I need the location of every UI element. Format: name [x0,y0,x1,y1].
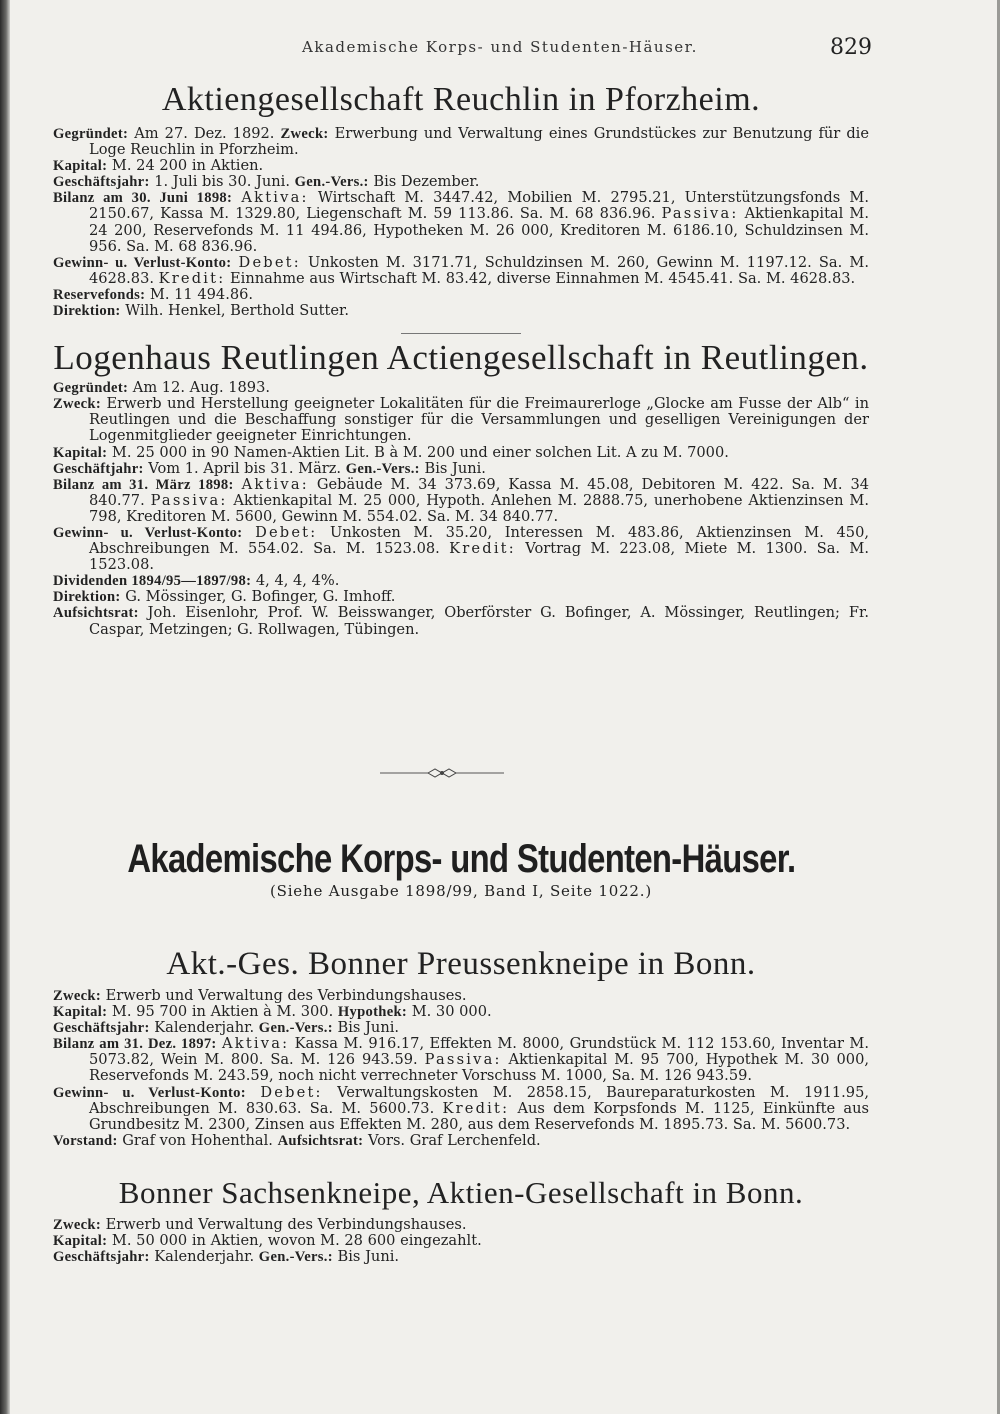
field-label: Bilanz am 31. Dez. 1897: [53,1036,217,1053]
account-label: Kredit: [442,1099,510,1117]
account-label: Aktiva: [241,189,309,207]
field-label: Gewinn- u. Verlust-Konto: [53,524,243,541]
entry-paragraph [53,525,869,573]
field-value: Aktienkapital M. 25 000, Hypoth. Anlehen M. 2888.75, unerhobene Aktienzinsen M. 798, Kreditoren M. 5600, Gewinn M. 554.02. Sa. M. 34 840.77. [89,491,869,525]
field-label: Geschäftsjahr: [53,1020,150,1037]
field-label: Reservefonds: [53,286,146,303]
section-heading [53,836,869,900]
field-value: 4, 4, 4, 4%. [251,572,340,590]
field-value: Kalenderjahr. [149,1019,259,1037]
entry-paragraph [53,573,869,589]
field-value: M. 25 000 in 90 Namen-Aktien Lit. B à M. 200 und einer solchen Lit. A zu M. 7000. [107,443,729,461]
field-value: Vors. Graf Lerchenfeld. [363,1131,541,1149]
field-label: Bilanz am 30. Juni 1898: [53,190,233,207]
entry-paragraph [53,126,869,158]
field-label: Geschäftsjahr: [53,174,150,191]
account-label: Passiva: [150,491,228,509]
field-value: M. 30 000. [407,1003,492,1021]
field-value [246,1084,260,1101]
entry-paragraph [53,988,869,1004]
field-label: Direktion: [53,303,121,320]
field-value: Kalenderjahr. [149,1248,259,1266]
field-value: Wilh. Henkel, Berthold Sutter. [120,302,349,320]
field-label: Zweck: [53,1216,102,1233]
section-reference: (Siehe Ausgabe 1898/99, Band I, Seite 1022.) [269,882,653,900]
field-value: M. 95 700 in Aktien à M. 300. [107,1003,338,1021]
field-value [234,476,242,493]
field-label: Kapital: [53,444,108,461]
field-value: Bis Juni. [332,1248,400,1266]
entry-paragraph [53,461,869,477]
field-value: Am 27. Dez. 1892. [128,125,281,142]
account-label: Aktiva: [222,1035,290,1053]
account-label: Passiva: [424,1051,502,1069]
field-value: Joh. Eisenlohr, Prof. W. Beisswanger, Oberförster G. Bofinger, A. Mössinger, Reutlingen; Fr. Caspar, Metzingen; G. Rollwagen, Tübingen. [89,604,869,638]
field-value: M. 24 200 in Aktien. [107,157,264,175]
field-label: Gewinn- u. Verlust-Konto: [53,254,232,271]
field-label: Gegründet: [53,126,129,142]
account-label: Kredit: [449,540,516,558]
entry-paragraph [53,1133,869,1149]
field-value: Gebäude M. 34 373.69, Kassa M. 45.08, Debitoren M. 422. Sa. M. 34 840.77. [89,475,870,509]
entry-paragraph [53,1004,869,1020]
field-label: Kapital: [53,158,108,175]
field-label: Gen.-Vers.: [258,1249,333,1266]
field-label: Gen.-Vers.: [345,460,420,477]
field-value [242,524,255,541]
upper-entries [53,80,869,638]
field-value: Bis Juni. [332,1019,400,1037]
entry-title: Aktiengesellschaft Reuchlin in Pforzheim. [161,81,761,118]
entry-paragraph [53,174,869,190]
field-value: Aktienkapital M. 95 700, Hypothek M. 30 000, Reservefonds M. 243.59, noch nicht verrechneter Vorschuss M. 1000, Sa. M. 126 943.59. [89,1051,870,1085]
field-value: Erwerbung und Verwaltung eines Grundstückes zur Benutzung für die Loge Reuchlin in Pforzheim. [89,125,869,159]
field-value [231,254,238,271]
field-value: M. 11 494.86. [145,285,254,303]
field-label: Zweck: [280,126,329,142]
entry-paragraph [53,303,869,319]
account-label: Debet: [260,1083,323,1101]
field-label: Gegründet: [53,380,129,397]
running-title: Akademische Korps- und Studenten-Häuser. [302,38,698,56]
field-value: Unkosten M. 3171.71, Schuldzinsen M. 260, Gewinn M. 1197.12. Sa. M. 4628.83. [89,253,870,287]
field-label: Aufsichtsrat: [53,605,139,622]
field-label: Gen.-Vers.: [294,174,369,191]
field-label: Hypothek: [337,1004,408,1021]
entry-paragraph [53,445,869,461]
field-label: Zweck: [53,988,102,1004]
field-value: M. 50 000 in Aktien, wovon M. 28 600 eingezahlt. [107,1232,482,1250]
account-label: Aktiva: [241,475,309,493]
field-value: Unkosten M. 35.20, Interessen M. 483.86, Aktienzinsen M. 450, Abschreibungen M. 554.02. Sa. M. 1523.08. [89,523,869,558]
section-title: Akademische Korps- und Studenten-Häuser. [126,837,796,881]
entry-body [53,1217,869,1265]
entry-paragraph [53,287,869,303]
lower-entries [53,944,869,1265]
field-value: Bis Dezember. [368,173,480,191]
ornament-divider [380,766,504,780]
field-value: Erwerb und Herstellung geeigneter Lokalitäten für die Freimaurerloge „Glocke am Fusse der Alb“ in Reutlingen und die Beschaffung sonstiger für die Versammlungen und geselligen Vereinigungen der Logenmitglieder geeigneter Einrichtungen. [89,395,869,445]
field-value: Graf von Hohenthal. [117,1131,278,1149]
field-label: Kapital: [53,1233,108,1250]
field-value: Am 12. Aug. 1893. [128,379,270,397]
divider [401,333,521,334]
field-value: 1. Juli bis 30. Juni. [149,173,295,191]
entry-paragraph [53,477,869,525]
entry-title: Akt.-Ges. Bonner Preussenkneipe in Bonn. [166,946,756,982]
entry-body [53,380,869,638]
account-label: Debet: [238,253,301,271]
binding-edge [0,0,10,1414]
entry-paragraph [53,1085,869,1133]
account-label: Passiva: [661,205,739,223]
field-label: Kapital: [53,1004,108,1021]
account-label: Debet: [255,523,318,541]
field-value: Verwaltungskosten M. 2858.15, Baureparaturkosten M. 1911.95, Abschreibungen M. 830.63. Sa. M. 5600.73. [89,1083,869,1117]
field-value: Wirtschaft M. 3447.42, Mobilien M. 2795.21, Unterstützungsfonds M. 2150.67, Kassa M. 1329.80, Liegenschaft M. 59 113.86. Sa. M. 68 836.96. [89,189,870,223]
field-value: Aus dem Korpsfonds M. 1125, Einkünfte aus Grundbesitz M. 2300, Zinsen aus Effekten M. 280, aus dem Reservefonds M. 1895.73. Sa. M. 5600.73. [89,1099,870,1133]
field-value: Bis Juni. [419,459,486,477]
entry-title: Logenhaus Reutlingen Actiengesellschaft in Reutlingen. [53,338,869,378]
running-header [0,35,1000,62]
entry-paragraph [53,396,869,444]
entry-paragraph [53,605,869,637]
field-label: Dividenden 1894/95—1897/98: [53,573,252,590]
entry-title: Bonner Sachsenkneipe, Aktien-Gesellschaft in Bonn. [118,1174,804,1210]
entry-body [53,126,869,319]
field-label: Geschäftjahr: [53,460,144,477]
field-label: Zweck: [53,396,102,413]
field-label: Gewinn- u. Verlust-Konto: [53,1084,246,1101]
entry-paragraph [53,1036,869,1084]
account-label: Kredit: [158,269,226,287]
field-value: Erwerb und Verwaltung des Verbindungshauses. [101,987,467,1004]
entry-paragraph [53,190,869,254]
field-label: Aufsichtsrat: [277,1132,364,1149]
field-label: Vorstand: [53,1132,118,1149]
field-value: Aktienkapital M. 24 200, Reservefonds M. 11 494.86, Hypotheken M. 26 000, Kreditoren M. 6186.10, Schuldzinsen M. 956. Sa. M. 68 836.96. [89,205,869,255]
entry-paragraph [53,1020,869,1036]
field-value: Kassa M. 916.17, Effekten M. 8000, Grundstück M. 112 153.60, Inventar M. 5073.82, Wein M. 800. Sa. M. 126 943.59. [89,1035,869,1069]
field-label: Direktion: [53,589,121,606]
entry-paragraph [53,380,869,396]
field-value: G. Mössinger, G. Bofinger, G. Imhoff. [120,588,396,606]
entry-paragraph [53,255,869,287]
field-label: Bilanz am 31. März 1898: [53,476,234,493]
entry-body [53,988,869,1149]
field-value: Einnahme aus Wirtschaft M. 83.42, diverse Einnahmen M. 4545.41. Sa. M. 4628.83. [225,269,856,287]
page-number: 829 [830,35,872,60]
field-value: Vom 1. April bis 31. März. [143,459,346,477]
field-label: Geschäftsjahr: [53,1249,150,1266]
entry-paragraph [53,589,869,605]
entry-paragraph [53,1249,869,1265]
entry-paragraph [53,158,869,174]
entry-paragraph [53,1233,869,1249]
field-value: Erwerb und Verwaltung des Verbindungshauses. [101,1215,467,1233]
field-label: Gen.-Vers.: [258,1020,333,1037]
entry-paragraph [53,1217,869,1233]
field-value: Vortrag M. 223.08, Miete M. 1300. Sa. M. 1523.08. [89,540,869,574]
